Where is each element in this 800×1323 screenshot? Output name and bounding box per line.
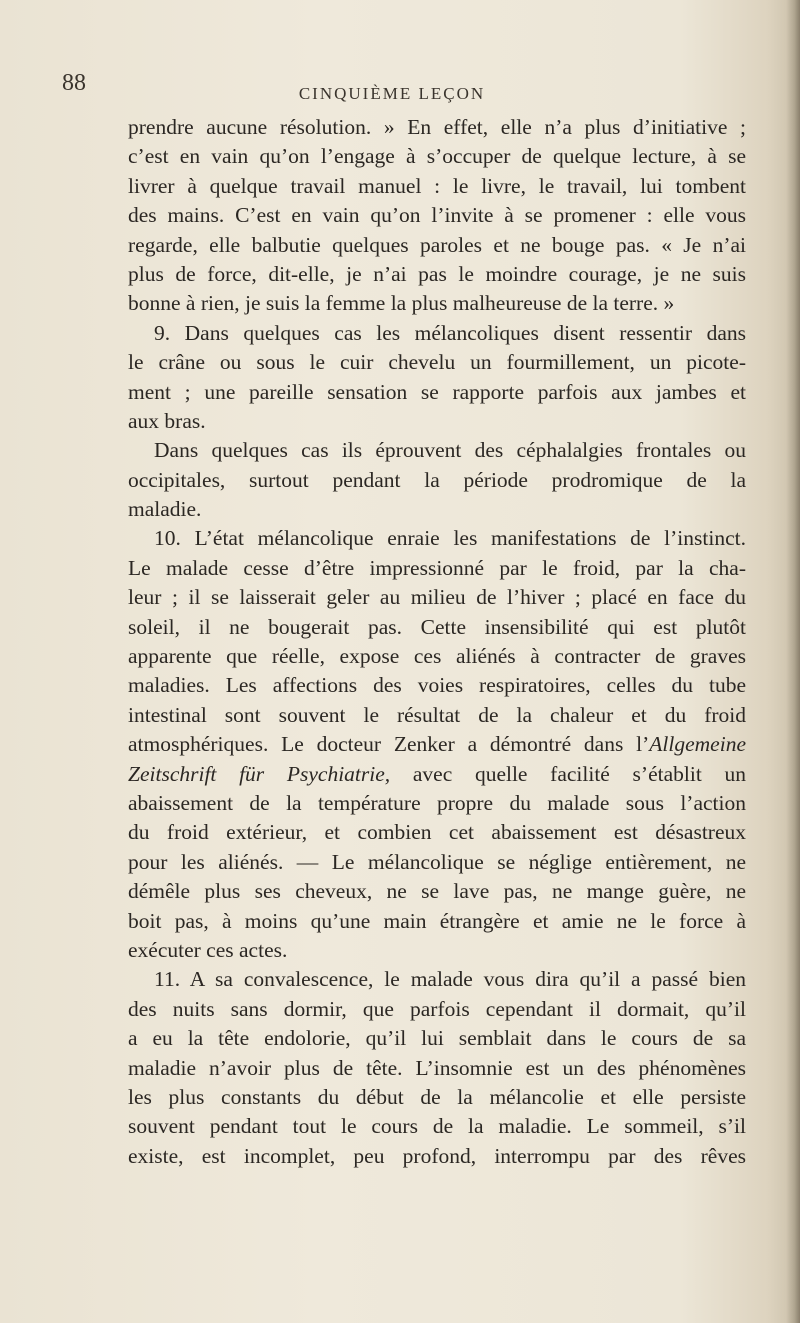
text-line: aux bras. — [128, 408, 206, 433]
text-segment: avec quelle facilité s’établit un — [412, 761, 746, 786]
text-line: les plus constants du début de la mélancolie et elle persiste — [128, 1084, 746, 1109]
text-line: démêle plus ses cheveux, ne se lave pas, ne mange guère, ne — [128, 879, 746, 904]
text-line: le crâne ou sous le cuir chevelu un fourmillement, un picote- — [128, 350, 746, 375]
text-line: souvent pendant tout le cours de la maladie. Le sommeil, s’il — [128, 1114, 746, 1139]
text-line: bonne à rien, je suis la femme la plus malheureuse de la terre. » — [128, 291, 675, 316]
text-line: soleil, il ne bougerait pas. Cette insensibilité qui est plutôt — [128, 614, 746, 639]
text-line: abaissement de la température propre du malade sous l’action — [128, 790, 746, 815]
body-text — [128, 113, 746, 1171]
text-line: c’est en vain qu’on l’engage à s’occuper de quelque lecture, à se — [128, 144, 746, 169]
text-line: livrer à quelque travail manuel : le livre, le travail, lui tombent — [128, 173, 746, 198]
text-line: des mains. C’est en vain qu’on l’invite à se promener : elle vous — [128, 203, 746, 228]
text-line: pour les aliénés. — Le mélancolique se néglige entièrement, ne — [128, 849, 746, 874]
page-number: 88 — [62, 70, 86, 96]
text-line: leur ; il se laisserait geler au milieu de l’hiver ; placé en face du — [128, 585, 746, 610]
text-line: exécuter ces actes. — [128, 937, 288, 962]
text-line: intestinal sont souvent le résultat de la chaleur et du froid — [128, 702, 746, 727]
text-line: existe, est incomplet, peu profond, interrompu par des rêves — [128, 1143, 746, 1168]
text-line: 9. Dans quelques cas les mélancoliques disent ressentir dans — [154, 320, 746, 345]
text-line: du froid extérieur, et combien cet abaissement est désastreux — [128, 820, 746, 845]
journal-title-part: Allgemeine — [649, 732, 746, 757]
text-segment: atmosphériques. Le docteur Zenker a démontré dans l’ — [128, 732, 650, 757]
text-line: boit pas, à moins qu’une main étrangère et amie ne le force à — [128, 908, 746, 933]
text-line — [128, 760, 746, 789]
text-line: Le malade cesse d’être impressionné par le froid, par la cha- — [128, 555, 746, 580]
text-line: a eu la tête endolorie, qu’il lui semblait dans le cours de sa — [128, 1026, 746, 1051]
text-line: 11. A sa convalescence, le malade vous dira qu’il a passé bien — [154, 967, 746, 992]
journal-title-part: Zeitschrift für Psychiatrie, — [128, 761, 391, 786]
text-line: maladie n’avoir plus de tête. L’insomnie est un des phénomènes — [128, 1055, 746, 1080]
text-line: maladie. — [128, 497, 202, 522]
text-line: 10. L’état mélancolique enraie les manifestations de l’instinct. — [154, 526, 746, 551]
text-line: regarde, elle balbutie quelques paroles et ne bouge pas. « Je n’ai — [128, 232, 746, 257]
text-line: apparente que réelle, expose ces aliénés à contracter de graves — [128, 644, 746, 669]
page-header — [0, 70, 800, 110]
text-line: maladies. Les affections des voies respiratoires, celles du tube — [128, 673, 746, 698]
text-line: Dans quelques cas ils éprouvent des céphalalgies frontales ou — [154, 438, 746, 463]
text-line: ment ; une pareille sensation se rapporte parfois aux jambes et — [128, 379, 746, 404]
text-line — [128, 730, 746, 759]
text-line: des nuits sans dormir, que parfois cependant il dormait, qu’il — [128, 996, 746, 1021]
text-line: occipitales, surtout pendant la période prodromique de la — [128, 467, 746, 492]
page-edge-shadow — [786, 0, 800, 1323]
text-line: prendre aucune résolution. » En effet, elle n’a plus d’initiative ; — [128, 115, 746, 139]
text-line: plus de force, dit-elle, je n’ai pas le moindre courage, je ne suis — [128, 261, 746, 286]
running-head: CINQUIÈME LEÇON — [298, 84, 486, 103]
